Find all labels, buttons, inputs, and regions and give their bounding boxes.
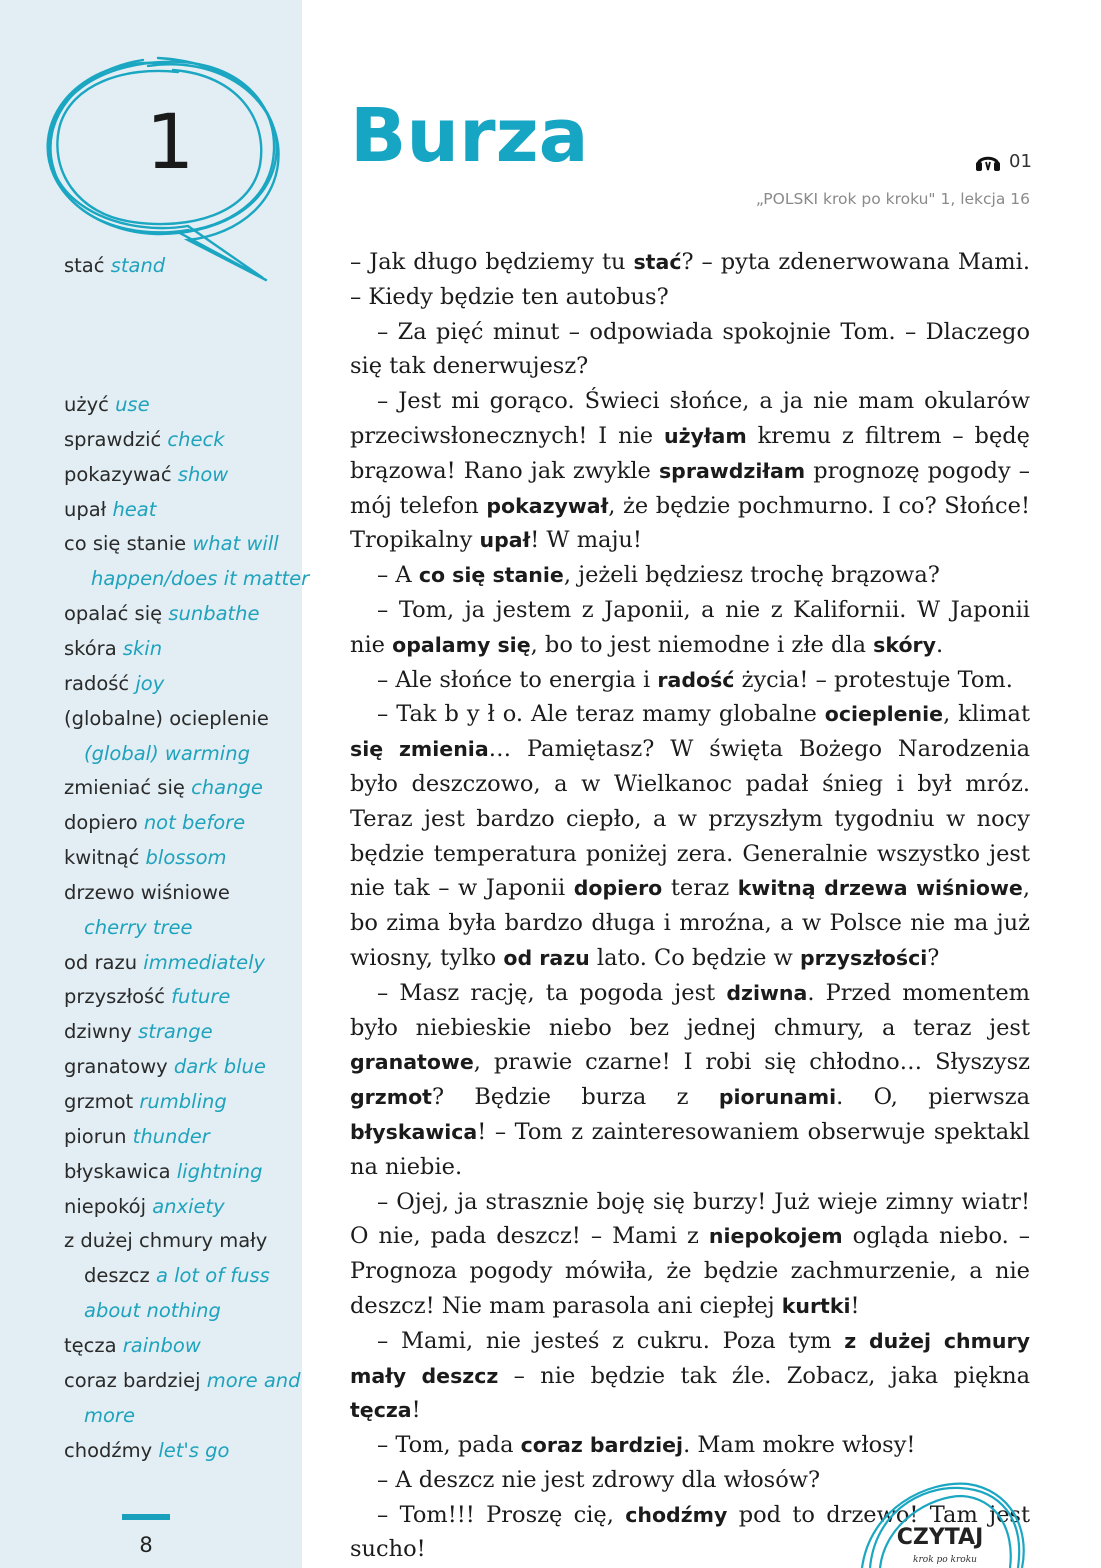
vocab-english: (global) warming [84,742,250,765]
vocab-polish: drzewo wiśniowe [64,881,230,904]
vocab-english: happen/does it matter [91,567,310,590]
vocab-polish: błyskawica [64,1160,171,1183]
vocab-highlight: tęcza [350,1398,412,1423]
vocab-highlight: się zmienia [350,737,489,762]
story-text-segment: ? Będzie burza z [431,1084,719,1111]
vocab-polish: przyszłość [64,985,165,1008]
vocab-highlight: użyłam [664,423,747,448]
vocab-english: rainbow [122,1334,201,1357]
story-text-segment: – Masz rację, ta pogoda jest [377,979,727,1006]
story-text-segment: , bo to jest niemodne i złe dla [530,631,874,658]
page-number: 8 [139,1533,153,1557]
vocab-english: check [167,428,225,451]
vocab-polish: sprawdzić [64,428,162,451]
vocab-english: anxiety [152,1195,225,1218]
story-text-segment: , że będzie pochmurno. I co? Słońce! Tropikalny [350,492,1030,554]
story-text-segment: . Przed momentem było niebieskie niebo bez jednej chmury, a teraz jest [350,979,1030,1041]
vocab-highlight: sprawdziłam [658,458,806,483]
vocab-highlight: opalamy się [392,632,531,657]
vocab-entry [64,778,263,798]
story-text-segment: ! [411,1397,421,1424]
vocab-entry [84,918,193,938]
story-text [350,245,1030,1567]
vocab-polish: radość [64,672,130,695]
story-paragraph [350,1324,1030,1428]
story-text-segment: – A deszcz nie jest zdrowy dla włosów? [377,1466,821,1493]
vocab-highlight: od razu [503,945,590,970]
vocab-polish: z dużej chmury mały [64,1229,268,1252]
vocab-english: strange [138,1020,213,1043]
page-title: Burza [350,93,589,179]
vocab-entry [64,987,230,1007]
vocab-entry [84,1406,135,1426]
vocab-english: not before [143,811,246,834]
story-text-segment: kremu z filtrem – będę brązowa! Rano jak zwykle [350,422,1030,484]
chapter-number: 1 [145,97,195,186]
story-paragraph [350,1185,1030,1324]
vocab-english: future [171,985,231,1008]
vocab-entry [64,674,164,694]
vocab-polish: stać [64,254,105,277]
vocab-entry [64,256,165,276]
vocab-highlight: upał [479,528,531,553]
vocab-highlight: ocieplenie [824,702,944,727]
vocab-entry [64,953,265,973]
vocab-highlight: coraz bardziej [520,1433,684,1458]
story-paragraph [350,245,1030,315]
vocab-polish: od razu [64,951,138,974]
story-text-segment: – Jest mi gorąco. Świeci słońce, a ja nie mam okularów przeciwsłonecznych! I nie [350,388,1030,449]
vocab-english: what will [192,532,279,555]
vocab-english: dark blue [173,1055,266,1078]
vocab-highlight: kurtki [781,1293,851,1318]
vocab-polish: upał [64,498,107,521]
vocab-polish: pokazywać [64,463,172,486]
story-text-segment: . [936,631,944,658]
vocab-entry [64,848,227,868]
vocab-entry [64,534,279,554]
vocab-entry [64,430,225,450]
story-paragraph [350,1428,1030,1463]
vocab-polish: dziwny [64,1020,132,1043]
story-paragraph [350,697,1030,975]
story-text-segment: ! – Tom z zainteresowaniem obserwuje spektakl na niebie. [350,1118,1030,1180]
vocab-entry [64,1127,210,1147]
story-text-segment: – Tak b y ł o. Ale teraz mamy globalne [377,701,825,728]
story-text-segment: … Pamiętasz? W święta Bożego Narodzenia było deszczowo, a w Wielkanoc padał śnieg i był mróz. Teraz jest bardzo ciepło, a w przyszłym tygodniu w nocy będzie temperatura poniżej zera. Generalnie wszystko jest nie tak – w Japonii [350,736,1030,902]
story-text-segment: – Jak długo będziemy tu [350,249,634,275]
story-text-segment: – Ojej, ja strasznie boję się burzy! Już wieje zimny wiatr! O nie, pada deszcz! – Mami z [350,1188,1030,1250]
vocab-polish: opalać się [64,602,163,625]
story-paragraph [350,663,1030,698]
story-text-segment: teraz [662,875,738,902]
audio-track-number: 01 [1009,150,1032,172]
vocab-english: lightning [176,1160,263,1183]
vocab-polish: coraz bardziej [64,1369,201,1392]
vocab-highlight: granatowe [350,1050,474,1075]
story-text-segment: . O, pierwsza [836,1084,1030,1111]
czytaj-logo-subtext: krok po kroku [913,1555,977,1565]
headphones-icon [975,150,1001,172]
story-text-segment: ogląda niebo. – Prognoza pogody mówiła, że będzie zachmurzenie, a nie deszcz! Nie mam parasola ani ciepłej [350,1223,1030,1319]
story-text-segment: , jeżeli będziesz trochę brązowa? [563,562,940,589]
story-text-segment: prognozę pogody – mój telefon [350,457,1030,519]
vocab-polish: chodźmy [64,1439,153,1462]
vocab-entry [64,639,162,659]
vocab-highlight: chodźmy [625,1502,728,1527]
vocab-english: stand [110,254,166,277]
page-number-bar [122,1514,170,1520]
vocab-entry [64,395,150,415]
vocab-polish: użyć [64,393,109,416]
vocab-polish: tęcza [64,1334,117,1357]
vocab-english: blossom [145,846,227,869]
vocab-english: heat [112,498,157,521]
vocab-english: show [177,463,229,486]
vocab-english: more and [206,1369,301,1392]
vocab-highlight: z dużej chmury mały deszcz [350,1328,1030,1388]
vocab-polish: co się stanie [64,532,187,555]
vocab-entry [64,1162,263,1182]
vocab-polish: niepokój [64,1195,147,1218]
vocab-highlight: przyszłości [799,945,928,970]
vocab-english: more [84,1404,135,1427]
vocab-polish: skóra [64,637,117,660]
vocab-english: sunbathe [168,602,260,625]
vocab-entry [64,1371,301,1391]
vocab-entry [64,1057,266,1077]
vocab-polish: dopiero [64,811,138,834]
vocab-entry [64,1092,227,1112]
vocab-polish: kwitnąć [64,846,140,869]
vocab-entry [64,465,228,485]
vocab-english: a lot of fuss [155,1264,270,1287]
vocab-highlight: stać [633,250,682,274]
vocab-english: rumbling [139,1090,227,1113]
story-text-segment: – nie będzie tak źle. Zobacz, jaka piękna [498,1362,1030,1389]
vocab-highlight: kwitną drzewa wiśniowe [737,876,1023,901]
story-text-segment: życia! – protestuje Tom. [734,666,1013,693]
vocab-entry [64,1197,225,1217]
story-text-segment: pod to drzewo! Tam jest sucho! [350,1501,1030,1563]
story-text-segment: – Za pięć minut – odpowiada spokojnie Tom. – Dlaczego się tak denerwujesz? [350,318,1030,380]
vocab-entry [64,709,269,729]
story-text-segment: ? – pyta zdenerwowana Mami. – Kiedy będzie ten autobus? [350,249,1030,310]
vocab-highlight: błyskawica [350,1119,478,1144]
story-text-segment: – Tom, pada [377,1432,521,1459]
vocab-polish: piorun [64,1125,127,1148]
vocab-english: let's go [158,1439,230,1462]
vocab-highlight: radość [657,667,735,692]
story-paragraph [350,315,1030,385]
vocab-polish: deszcz [84,1264,150,1287]
story-text-segment: – A [377,562,419,589]
vocab-highlight: dopiero [573,876,663,901]
vocab-highlight: piorunami [718,1085,837,1110]
vocab-polish: (globalne) ocieplenie [64,707,269,730]
story-text-segment: ! W maju! [530,527,642,554]
story-paragraph [350,558,1030,593]
vocab-english: about nothing [84,1299,221,1322]
czytaj-logo [850,1478,1035,1568]
story-text-segment: lato. Co będzie w [589,944,800,971]
vocab-entry [64,1336,201,1356]
vocab-highlight: skóry [873,632,937,657]
source-reference: „POLSKI krok po kroku" 1, lekcja 16 [755,190,1030,208]
vocab-entry [64,883,230,903]
vocab-entry [84,1266,270,1286]
vocab-entry [84,744,250,764]
vocab-entry [64,1231,267,1251]
vocab-entry [64,500,156,520]
vocab-polish: granatowy [64,1055,168,1078]
vocab-entry [64,1022,213,1042]
vocab-entry [91,569,309,589]
vocab-highlight: dziwna [726,980,808,1005]
vocab-polish: grzmot [64,1090,134,1113]
vocab-polish: zmieniać się [64,776,185,799]
vocab-english: use [115,393,150,416]
story-paragraph [350,384,1030,558]
story-text-segment: ! [850,1292,860,1319]
story-text-segment: – Tom!!! Proszę cię, [377,1501,626,1528]
czytaj-logo-text: CZYTAJ [896,1525,984,1550]
vocabulary-sidebar [0,0,310,1568]
story-paragraph [350,976,1030,1185]
vocab-english: joy [135,672,165,695]
vocab-highlight: co się stanie [418,563,564,588]
story-text-segment: , prawie czarne! I robi się chłodno… Słyszysz [473,1049,1030,1076]
story-text-segment: – Mami, nie jesteś z cukru. Poza tym [377,1327,845,1354]
vocab-english: change [191,776,263,799]
vocab-english: cherry tree [84,916,193,939]
vocab-english: skin [122,637,163,660]
vocab-entry [64,604,260,624]
story-text-segment: , klimat [943,701,1030,728]
vocab-entry [64,1441,229,1461]
vocab-entry [64,813,245,833]
vocab-highlight: pokazywał [486,493,609,518]
story-text-segment: . Mam mokre włosy! [683,1432,916,1459]
story-text-segment: ? [927,944,940,971]
story-text-segment: , bo zima była bardzo długa i mroźna, a w Polsce nie ma już wiosny, tylko [350,875,1030,971]
vocab-highlight: grzmot [350,1085,432,1110]
vocab-english: immediately [143,951,266,974]
audio-track[interactable] [975,148,1032,174]
story-text-segment: – Ale słońce to energia i [377,666,658,693]
vocab-highlight: niepokojem [708,1224,843,1249]
story-paragraph [350,593,1030,663]
vocab-english: thunder [132,1125,210,1148]
vocab-entry [84,1301,221,1321]
story-text-segment: – Tom, ja jestem z Japonii, a nie z Kalifornii. W Japonii nie [350,596,1030,658]
